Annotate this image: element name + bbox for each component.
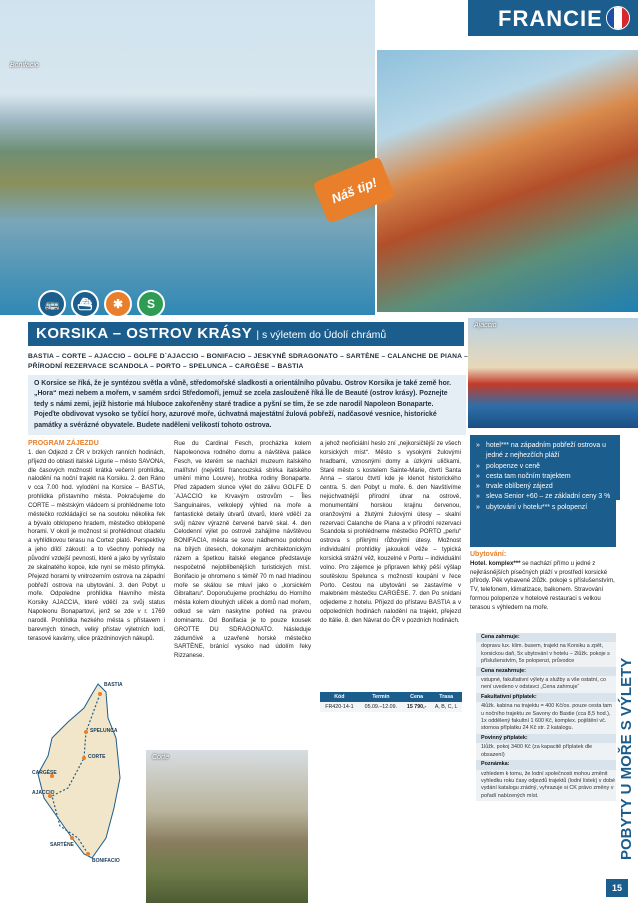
excursion-icon: ✱: [104, 290, 132, 318]
price-code: FR420-14-1: [320, 702, 359, 712]
corsica-map: [28, 678, 140, 866]
program-text-2: Rue du Cardinal Fesch, procházka kolem Napoleonova rodného domu a návštěva paláce Fesch, ve kterém se nachází muzeum italského malířství (největší francouzská sbírka italského umění mimo Louvre), hrobka rodiny Bonaparte. Před západem slunce výlet do zálivu GOLFE D´AJACCIO ke Krvavým ostrovům – Îles Sanguinaires, velkolepý výhled na moře a fantastické detaily útvarů útvarů, které vděčí za svůj název výrazně červené barvě skal. 4. den Celodenní výlet po ostrově zahájíme návštěvou BONIFACIA, města se svou nádhernou polohou na bílých útesech, dokonalým architektonickým rázem a špetkou italské elegance představuje nespočetně nejoblíbenějších turistických míst. Bonifacio je ohromeno s téměř 70 m nad hladinou moře se skálou se mluví jako o „korsickém Gibraltaru“. Doporučujeme procházku do Horního města kolem dlouhých uliček a domů nad mořem, odkud se vám naskytne pohled na pravou dominantu. Od Bonifacia je to pouze kousek GROTTE DU SDRAGONATO. Následuje zádumčivé a uzavřené horské městečko SARTÈNE, bránící vysoko nad údolím řeky Rizzanese.: [174, 440, 311, 660]
accommodation-text: se nachází přímo u jedné z nejkrásnějších písečných pláží v prostředí korsické přírody. Pěk vybavené 2lůžk. pokoje s příslušenstvím, TV, telefonem, klimatizace, balkonem. Stravování formou polopenze v hotelové restauraci s velkou terasou s výhledem na moře.: [470, 559, 615, 611]
price-col-date: Termín: [359, 692, 403, 702]
accommodation-title: Hotel. komplex***: [470, 559, 521, 567]
tour-intro: O Korsice se říká, že je syntézou světla a vůně, středomořské sladkosti a orientálního půvabu. Ostrov Korsika je také země hor. „Hora“ mezi nebem a mořem, v samém srdci Středomoří, jemuž se zcela zaslouženě říká Île de Beauté (ostrov krásy). Poznejte tedy s námi zemi, jejíž historie má hluboce zakořeněny staré tradice a pyšní se tím, že se zde narodil Napoleon Bonaparte. Pojeďte obdivovat vysoko se tyčící hory, azurové moře, úchvatná majestátní žulová pobřeží, nadčasové vesnice, historické památky a svérázné obyvatele. Budete naděleni velikostí tohoto ostrova.: [28, 375, 466, 435]
info-body-optional: 4lůžk. kabina na trajektu = 400 Kč/os. pouze cesta tam u nočního trajektu ze Savony do Bastie (cca 8,5 hod.), 1x oddělený fakultní 1 600 Kč, komplex. pojištění vč. stornoa příplatku 24 Kč str. 2 katalogu.: [481, 703, 612, 732]
coast-photo: [377, 50, 638, 312]
map-label-corte: CORTE: [88, 754, 106, 760]
tour-title: KORSIKA – OSTROV KRÁSY: [36, 325, 253, 342]
price-col-price: Cena: [403, 692, 430, 702]
map-label-cargese: CARGÈSE: [32, 770, 57, 776]
ajaccio-photo: [468, 318, 638, 428]
info-head-excludes: Cena nezahrnuje:: [476, 667, 620, 676]
tour-route: BASTIA – CORTE – AJACCIO – GOLFE D´AJACCIO – BONIFACIO – JESKYNĚ SDRAGONATO – SARTÈNE – CALANCHE DE PIANA – PŘÍRODNÍ REZERVACE SCANDOLA – PORTO – SPELUNCA – CARGÈSE – BASTIA: [28, 353, 468, 370]
price-route: A, B, C, L: [430, 702, 462, 712]
list-item: » cesta tam nočním trajektem: [476, 472, 614, 482]
list-item: » trvale oblíbený zájezd: [476, 482, 614, 492]
category-s-icon: S: [137, 290, 165, 318]
price-table: [320, 692, 462, 712]
map-label-spelunca: SPELUNCA: [90, 728, 118, 734]
program-column-2: [174, 440, 311, 661]
program-heading: PROGRAM ZÁJEZDU: [28, 440, 99, 447]
price-value: 15 790,-: [403, 702, 430, 712]
program-column-1: [28, 440, 165, 643]
price-col-route: Trasa: [430, 692, 462, 702]
tip-badge-text: Náš tip!: [329, 174, 379, 206]
info-body-excludes: vstupné, fakultativní výlety a služby a vše ostatní, co není uvedeno v odstavci „Cena zahrnuje“: [481, 677, 606, 691]
info-head-optional: Fakultativní příplatek:: [476, 693, 620, 702]
info-head-mandatory: Povinný příplatek:: [476, 734, 620, 743]
page-number: 15: [606, 879, 628, 897]
table-row: [320, 702, 462, 712]
france-flag-icon: [606, 6, 630, 30]
accommodation-section: [470, 551, 620, 613]
program-column-3: [320, 440, 461, 626]
price-table-header: [320, 692, 462, 702]
photo-caption-bonifacio: Bonifacio: [10, 62, 39, 69]
side-label-text: POBYTY U MOŘE S VÝLETY: [618, 657, 635, 860]
accommodation-heading: Ubytování:: [470, 551, 507, 558]
map-label-ajaccio: AJACCIO: [32, 790, 55, 796]
photo-caption-corte: Corte: [152, 754, 170, 761]
section-side-label: [616, 500, 638, 860]
bus-icon: 🚌: [38, 290, 66, 318]
transport-icons: [38, 290, 165, 318]
info-head-includes: Cena zahrnuje:: [476, 633, 620, 642]
corte-photo: [146, 750, 308, 903]
list-item: » polopenze v ceně: [476, 462, 614, 472]
price-date: 05.09.–12.09.: [359, 702, 403, 712]
country-header: [468, 0, 638, 36]
highlights-box: [470, 435, 620, 547]
map-label-sartene: SARTÈNE: [50, 842, 74, 848]
info-body-mandatory: 1lůžk. pokoj 3400 Kč (za kapacitě příplatek dle obsazení): [481, 744, 593, 758]
tour-title-bar: [28, 322, 464, 346]
ship-icon: ⛴: [71, 290, 99, 318]
list-item: » sleva Senior +60 – ze základní ceny 3 %: [476, 492, 614, 502]
map-label-bastia: BASTIA: [104, 682, 123, 688]
price-col-code: Kód: [320, 692, 359, 702]
program-text-1: 1. den Odjezd z ČR v brzkých ranních hodinách, příjezd do oblasti italské Ligurie – město SAVONA, dle časových možností krátká večerní prohlídka, nalodění na noční trajekt na Korsiku. 2. den Ráno v cca 7.00 hod. vylodění na Korsice – BASTIA, prohlídka přístavního města. Pokračujeme do CORTE – městským vládcem si prohlédneme toto městečko rozkládající se na soutoku několika řek a bývalo obklopeno hradem, městečko obklopené horami. V okolí je možnost si prohlédnout citadelu a vyhlídkovou terasu na Cortez plató. Perspektivy a jeho dílčí zákoutí: a to všechny pohledy na původní vzdejší pevnosti, které a jako by vyrůstalo ze skalnatého kopce, kde nyní se město přimyká. Přejezd horami ty vnitrozemím ostrova na západní pobřeží ostrova na ubytování. 3. den Pobyt u moře. Odpoledne prohlídka hlavního města Korsiky AJACCIA, které vděčí za svůj status Napoleonu Bonapartovi, jenž se zde v r. 1769 narodil. Prohlídka hezkého města s přístavem i barevných tónech, velký přístav výletních lodí, terasové kavárny, ulice prázdninových nákupů.: [28, 448, 165, 642]
photo-caption-ajaccio: Ajaccio: [474, 322, 497, 329]
info-head-note: Poznámka:: [476, 760, 620, 769]
info-body-note: vzhledem k tomu, že lodní společnosti mohou změnit vyhledku roku časy odjezdů trajektů (lodní lístek) v dobé vydání katalogu zrádný, vyhrazuje si CK právo změny v pořadí nabízených míst.: [481, 770, 615, 799]
info-boxes: [476, 633, 620, 801]
program-text-3: a jehož neoficiální heslo zní „nejkorsičtější ze všech korsických míst“. Město s vysokými žulovými hradbami, vznosnými domy a úzkými uličkami, Staré město s kostelem Sainte-Marie, čtvrtí Santa Anna – starou čtvrtí kde je klenot historického centra. 5. den Pobyt u moře. 6. den Navštívíme nejúchvatnější přírodní útvar na ostrově, monumentální horskou krajinu červenou, oranžovými a žlutými žulovými útesy – skalní rezervaci Calanche de Piana a v přírodní rezervaci Scandola si prohlédneme městečko PORTO „perlu“ ostrova s příkrými růžovými útesy. Možnost individuální prohlídky jakoukoli věže – typická korsická strážní věž, kouzelné v Portu – individuální volno. Pro zájemce je připraven lehký pěší výšlap soutěskou Spelunca s možností koupání v řece Porto. Cestou na ubytování se zastavíme v malebném městečku CARGÈSE. 7. den Po snídani odjedeme z hotelu. Příjezd do přístavu BASTIA a v odpoledních hodinách nalodění na trajekt, přejezd do Itálie. 8. den Návrat do ČR v pozdních hodinách.: [320, 440, 461, 624]
bonifacio-photo: [0, 0, 375, 315]
list-item: » hotel*** na západním pobřeží ostrova u jedné z nejhezčích pláží: [476, 441, 614, 462]
list-item: » ubytování v hotelu*** s polopenzí: [476, 503, 614, 513]
country-title: FRANCIE: [498, 6, 603, 31]
tour-subtitle: | s výletem do Údolí chrámů: [256, 329, 387, 341]
map-label-bonifacio: BONIFACIO: [92, 858, 120, 864]
info-body-includes: dopravu lux. klim. busem, trajekt na Korsiku a zpět, korsickou daň, 5x ubytování v hotelu – 2lůžk. pokoje s příslušenstvím, 5x polopenzi, průvodce: [481, 643, 610, 665]
